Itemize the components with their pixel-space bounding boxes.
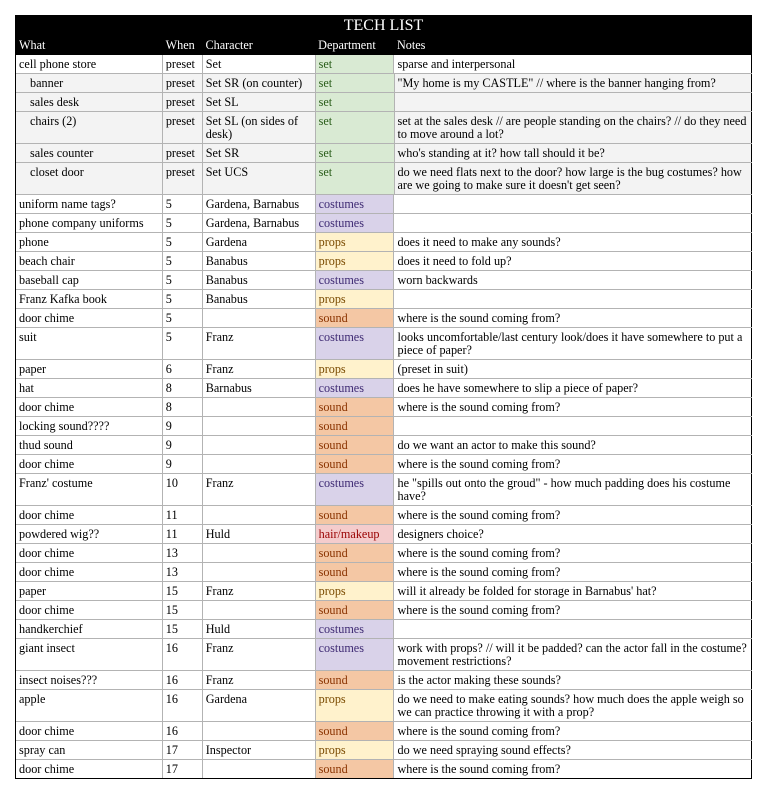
cell-character[interactable]: Gardena: [203, 690, 316, 721]
cell-department[interactable]: costumes: [316, 639, 395, 670]
table-row: [16, 760, 752, 779]
cell-notes[interactable]: do we need flats next to the door? how large is the bug costumes? how are we going to make sure it doesn't get seen?: [395, 163, 752, 194]
cell-what[interactable]: closet door: [16, 163, 163, 194]
cell-character[interactable]: Banabus: [203, 252, 316, 270]
cell-when[interactable]: 11: [163, 525, 203, 543]
table-row: [16, 379, 752, 398]
cell-notes[interactable]: where is the sound coming from?: [394, 398, 752, 416]
cell-notes[interactable]: worn backwards: [394, 271, 752, 289]
cell-department[interactable]: sound: [316, 563, 395, 581]
cell-what[interactable]: suit: [16, 328, 163, 359]
cell-department[interactable]: sound: [316, 436, 395, 454]
cell-what[interactable]: Franz Kafka book: [16, 290, 163, 308]
cell-when[interactable]: 16: [163, 690, 203, 721]
cell-what[interactable]: door chime: [16, 760, 163, 778]
cell-when[interactable]: 13: [163, 544, 203, 562]
cell-department[interactable]: costumes: [316, 474, 395, 505]
cell-when[interactable]: 15: [163, 582, 203, 600]
cell-character[interactable]: [203, 398, 316, 416]
cell-what[interactable]: baseball cap: [16, 271, 163, 289]
cell-department[interactable]: props: [316, 360, 395, 378]
table-row: [16, 620, 752, 639]
cell-what[interactable]: powdered wig??: [16, 525, 163, 543]
cell-character[interactable]: Set: [203, 55, 316, 73]
cell-department[interactable]: costumes: [316, 271, 395, 289]
table-row: [16, 112, 752, 144]
cell-when[interactable]: 5: [163, 214, 203, 232]
cell-what[interactable]: uniform name tags?: [16, 195, 163, 213]
table-row: [16, 741, 752, 760]
cell-character[interactable]: Inspector: [203, 741, 316, 759]
cell-department[interactable]: props: [316, 252, 395, 270]
cell-department[interactable]: sound: [316, 309, 395, 327]
cell-when[interactable]: 10: [163, 474, 203, 505]
cell-character[interactable]: Franz: [203, 328, 316, 359]
cell-when[interactable]: 5: [163, 290, 203, 308]
cell-what[interactable]: insect noises???: [16, 671, 163, 689]
cell-when[interactable]: 9: [163, 455, 203, 473]
cell-what[interactable]: door chime: [16, 722, 163, 740]
cell-what[interactable]: beach chair: [16, 252, 163, 270]
cell-department[interactable]: sound: [316, 398, 395, 416]
cell-notes[interactable]: do we need to make eating sounds? how much does the apple weigh so we can practice throwing it with a prop?: [394, 690, 752, 721]
cell-when[interactable]: 5: [163, 195, 203, 213]
cell-what[interactable]: spray can: [16, 741, 163, 759]
cell-department[interactable]: props: [316, 582, 395, 600]
cell-when[interactable]: preset: [163, 144, 203, 162]
cell-department[interactable]: props: [316, 690, 395, 721]
cell-notes[interactable]: is the actor making these sounds?: [394, 671, 752, 689]
cell-when[interactable]: 17: [163, 741, 203, 759]
cell-when[interactable]: 11: [163, 506, 203, 524]
table-row: [16, 417, 752, 436]
column-header-when[interactable]: When: [165, 38, 195, 52]
cell-character[interactable]: Franz: [203, 582, 316, 600]
cell-notes[interactable]: designers choice?: [394, 525, 752, 543]
column-header-notes[interactable]: Notes: [396, 38, 426, 52]
table-row: [16, 271, 752, 290]
cell-notes[interactable]: where is the sound coming from?: [394, 722, 752, 740]
cell-what[interactable]: door chime: [16, 455, 163, 473]
cell-notes[interactable]: does he have somewhere to slip a piece of paper?: [394, 379, 752, 397]
cell-when[interactable]: 15: [163, 601, 203, 619]
cell-department[interactable]: props: [316, 741, 395, 759]
column-header-department[interactable]: Department: [318, 38, 376, 52]
cell-character[interactable]: Franz: [203, 360, 316, 378]
column-header-what[interactable]: What: [19, 38, 46, 52]
cell-department[interactable]: sound: [316, 760, 395, 778]
cell-when[interactable]: 15: [163, 620, 203, 638]
cell-character[interactable]: Huld: [203, 525, 316, 543]
cell-when[interactable]: 5: [163, 233, 203, 251]
cell-notes[interactable]: (preset in suit): [394, 360, 752, 378]
cell-character[interactable]: Set UCS: [203, 163, 316, 194]
header-row: [15, 36, 752, 55]
cell-department[interactable]: sound: [316, 601, 395, 619]
cell-when[interactable]: 5: [163, 328, 203, 359]
cell-character[interactable]: [203, 544, 316, 562]
cell-department[interactable]: sound: [316, 671, 395, 689]
cell-what[interactable]: locking sound????: [16, 417, 163, 435]
cell-character[interactable]: [203, 506, 316, 524]
table-row: [16, 195, 752, 214]
table-row: [16, 328, 752, 360]
cell-department[interactable]: sound: [316, 506, 395, 524]
sheet-title: TECH LIST: [15, 15, 752, 36]
cell-what[interactable]: door chime: [16, 309, 163, 327]
cell-when[interactable]: 16: [163, 639, 203, 670]
cell-character[interactable]: Gardena, Barnabus: [203, 214, 316, 232]
cell-department[interactable]: set: [316, 163, 395, 194]
cell-when[interactable]: 6: [163, 360, 203, 378]
cell-what[interactable]: door chime: [16, 506, 163, 524]
cell-notes[interactable]: where is the sound coming from?: [394, 601, 752, 619]
cell-when[interactable]: preset: [163, 74, 203, 92]
cell-when[interactable]: 9: [163, 417, 203, 435]
cell-what[interactable]: phone: [16, 233, 163, 251]
table-row: [16, 436, 752, 455]
cell-department[interactable]: set: [316, 74, 395, 92]
table-row: [16, 474, 752, 506]
cell-notes[interactable]: do we want an actor to make this sound?: [394, 436, 752, 454]
table-row: [16, 74, 752, 93]
table-row: [16, 544, 752, 563]
cell-notes[interactable]: [394, 620, 752, 638]
cell-department[interactable]: costumes: [316, 620, 395, 638]
cell-what[interactable]: door chime: [16, 398, 163, 416]
cell-department[interactable]: costumes: [316, 195, 395, 213]
table-row: [16, 144, 752, 163]
cell-what[interactable]: sales counter: [16, 144, 163, 162]
cell-department[interactable]: hair/makeup: [316, 525, 395, 543]
cell-character[interactable]: Franz: [203, 639, 316, 670]
table-row: [16, 309, 752, 328]
cell-when[interactable]: 5: [163, 271, 203, 289]
cell-notes[interactable]: where is the sound coming from?: [394, 544, 752, 562]
cell-when[interactable]: preset: [163, 112, 203, 143]
cell-notes[interactable]: who's standing at it? how tall should it be?: [395, 144, 752, 162]
cell-department[interactable]: costumes: [316, 214, 395, 232]
table-row: [16, 525, 752, 544]
cell-character[interactable]: Franz: [203, 671, 316, 689]
cell-when[interactable]: preset: [163, 93, 203, 111]
cell-department[interactable]: set: [316, 93, 395, 111]
cell-when[interactable]: 9: [163, 436, 203, 454]
cell-what[interactable]: banner: [16, 74, 163, 92]
cell-when[interactable]: 5: [163, 252, 203, 270]
cell-when[interactable]: preset: [163, 163, 203, 194]
cell-department[interactable]: sound: [316, 455, 395, 473]
table-row: [16, 582, 752, 601]
cell-when[interactable]: 16: [163, 722, 203, 740]
cell-character[interactable]: Barnabus: [203, 379, 316, 397]
cell-notes[interactable]: [394, 417, 752, 435]
table-row: [16, 55, 752, 74]
cell-notes[interactable]: he "spills out onto the groud" - how much padding does his costume have?: [394, 474, 752, 505]
cell-notes[interactable]: [395, 93, 752, 111]
cell-what[interactable]: paper: [16, 582, 163, 600]
table-row: [16, 639, 752, 671]
cell-notes[interactable]: [394, 195, 752, 213]
cell-notes[interactable]: will it already be folded for storage in Barnabus' hat?: [394, 582, 752, 600]
cell-notes[interactable]: where is the sound coming from?: [394, 506, 752, 524]
cell-department[interactable]: set: [316, 144, 395, 162]
cell-department[interactable]: costumes: [316, 379, 395, 397]
column-header-character[interactable]: Character: [205, 38, 253, 52]
cell-when[interactable]: 5: [163, 309, 203, 327]
table-row: [16, 93, 752, 112]
cell-department[interactable]: set: [316, 112, 395, 143]
cell-what[interactable]: door chime: [16, 601, 163, 619]
cell-what[interactable]: hat: [16, 379, 163, 397]
cell-notes[interactable]: set at the sales desk // are people standing on the chairs? // do they need to move around a lot?: [395, 112, 752, 143]
table-row: [16, 563, 752, 582]
cell-notes[interactable]: looks uncomfortable/last century look/does it have somewhere to put a piece of paper?: [394, 328, 752, 359]
cell-department[interactable]: costumes: [316, 328, 395, 359]
cell-department[interactable]: props: [316, 290, 395, 308]
tech-list-sheet: [15, 15, 752, 779]
table-row: [16, 252, 752, 271]
cell-notes[interactable]: where is the sound coming from?: [394, 309, 752, 327]
cell-what[interactable]: cell phone store: [16, 55, 163, 73]
table-row: [16, 163, 752, 195]
cell-what[interactable]: Franz' costume: [16, 474, 163, 505]
cell-department[interactable]: props: [316, 233, 395, 251]
cell-department[interactable]: sound: [316, 417, 395, 435]
cell-what[interactable]: door chime: [16, 563, 163, 581]
cell-when[interactable]: 17: [163, 760, 203, 778]
cell-notes[interactable]: work with props? // will it be padded? can the actor fall in the costume? movement restrictions?: [394, 639, 752, 670]
cell-department[interactable]: sound: [316, 544, 395, 562]
cell-what[interactable]: phone company uniforms: [16, 214, 163, 232]
table-row: [16, 722, 752, 741]
cell-what[interactable]: chairs (2): [16, 112, 163, 143]
cell-character[interactable]: Set SR (on counter): [203, 74, 316, 92]
cell-when[interactable]: 8: [163, 398, 203, 416]
table-row: [16, 690, 752, 722]
table-row: [16, 214, 752, 233]
cell-what[interactable]: paper: [16, 360, 163, 378]
cell-department[interactable]: sound: [316, 722, 395, 740]
cell-character[interactable]: [203, 436, 316, 454]
cell-what[interactable]: thud sound: [16, 436, 163, 454]
cell-notes[interactable]: [394, 290, 752, 308]
cell-notes[interactable]: does it need to fold up?: [394, 252, 752, 270]
cell-notes[interactable]: where is the sound coming from?: [394, 760, 752, 778]
cell-notes[interactable]: where is the sound coming from?: [394, 563, 752, 581]
table-row: [16, 455, 752, 474]
cell-character[interactable]: Banabus: [203, 290, 316, 308]
cell-notes[interactable]: [394, 214, 752, 232]
table-row: [16, 601, 752, 620]
cell-when[interactable]: 13: [163, 563, 203, 581]
cell-when[interactable]: preset: [163, 55, 203, 73]
cell-what[interactable]: door chime: [16, 544, 163, 562]
cell-what[interactable]: giant insect: [16, 639, 163, 670]
cell-character[interactable]: Banabus: [203, 271, 316, 289]
cell-what[interactable]: handkerchief: [16, 620, 163, 638]
cell-character[interactable]: Set SL (on sides of desk): [203, 112, 316, 143]
cell-character[interactable]: [203, 309, 316, 327]
table-row: [16, 360, 752, 379]
cell-character[interactable]: Set SL: [203, 93, 316, 111]
cell-notes[interactable]: sparse and interpersonal: [394, 55, 752, 73]
table-row: [16, 233, 752, 252]
cell-character[interactable]: Set SR: [203, 144, 316, 162]
cell-what[interactable]: apple: [16, 690, 163, 721]
cell-character[interactable]: Gardena: [203, 233, 316, 251]
table-row: [16, 398, 752, 417]
cell-notes[interactable]: does it need to make any sounds?: [394, 233, 752, 251]
cell-character[interactable]: [203, 760, 316, 778]
cell-character[interactable]: Franz: [203, 474, 316, 505]
cell-when[interactable]: 8: [163, 379, 203, 397]
cell-department[interactable]: set: [316, 55, 395, 73]
cell-character[interactable]: [203, 722, 316, 740]
table-row: [16, 290, 752, 309]
cell-character[interactable]: Gardena, Barnabus: [203, 195, 316, 213]
cell-character[interactable]: Huld: [203, 620, 316, 638]
table-row: [16, 506, 752, 525]
cell-notes[interactable]: do we need spraying sound effects?: [394, 741, 752, 759]
cell-what[interactable]: sales desk: [16, 93, 163, 111]
table-row: [16, 671, 752, 690]
cell-character[interactable]: [203, 455, 316, 473]
cell-when[interactable]: 16: [163, 671, 203, 689]
cell-character[interactable]: [203, 601, 316, 619]
cell-character[interactable]: [203, 417, 316, 435]
cell-notes[interactable]: "My home is my CASTLE" // where is the banner hanging from?: [395, 74, 752, 92]
cell-notes[interactable]: where is the sound coming from?: [394, 455, 752, 473]
table-body: [15, 55, 752, 779]
cell-character[interactable]: [203, 563, 316, 581]
